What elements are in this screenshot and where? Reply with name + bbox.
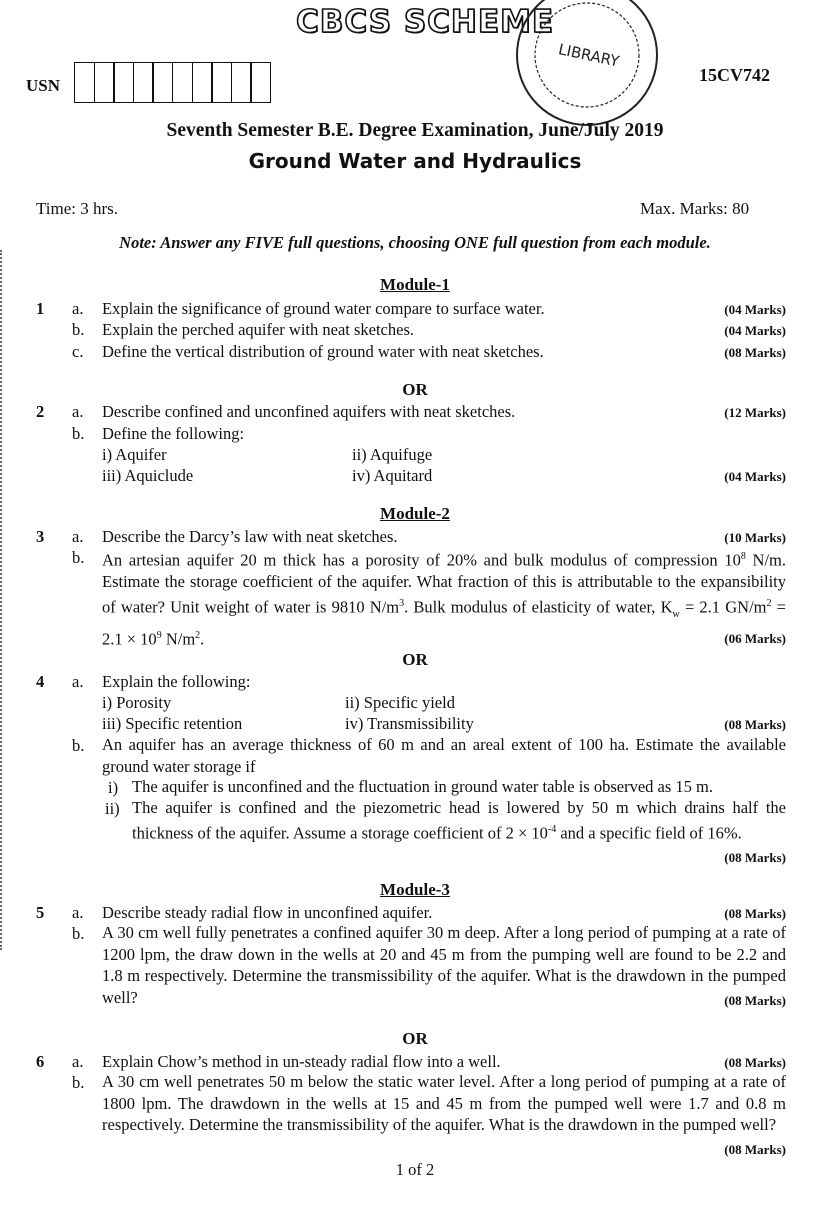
usn-box bbox=[250, 62, 271, 103]
question-text: Explain the significance of ground water compare to surface water. bbox=[102, 299, 545, 318]
part-label: b. bbox=[72, 1073, 85, 1092]
subject-title: Ground Water and Hydraulics bbox=[248, 149, 582, 173]
sub-item: i) Porosity bbox=[102, 693, 172, 712]
part-label: a. bbox=[72, 402, 84, 421]
margin-dotted-line bbox=[0, 250, 6, 950]
question-number: 1 bbox=[36, 299, 45, 318]
part-label: b. bbox=[72, 924, 85, 943]
question-text: Define the vertical distribution of ground water with neat sketches. bbox=[102, 342, 544, 361]
marks: (08 Marks) bbox=[724, 345, 786, 360]
part-label: a. bbox=[72, 1052, 84, 1071]
part-label: b. bbox=[72, 548, 85, 567]
question-text: Explain Chow’s method in un-steady radial flow into a well. bbox=[102, 1052, 501, 1071]
module-2-heading: Module-2 bbox=[380, 504, 450, 523]
usn-label: USN bbox=[26, 76, 61, 95]
module-1-heading: Module-1 bbox=[380, 275, 450, 294]
sub-item: iii) Specific retention bbox=[102, 714, 243, 733]
part-label: a. bbox=[72, 672, 84, 691]
question-text: A 30 cm well penetrates 50 m below the static water level. After a long period of pumping at a rate of 1800 lpm. The drawdown in the wells at 15 and 45 m from the pumped well were 1.7 and 0.8 m respectively. Determine the transmissibility of the aquifer. What is the drawdown in the pumped well? (08 Marks) bbox=[102, 1071, 786, 1160]
question-text: Define the following: bbox=[102, 424, 245, 443]
marks: (04 Marks) bbox=[724, 469, 786, 484]
marks: (10 Marks) bbox=[724, 530, 786, 545]
question-number: 5 bbox=[36, 903, 45, 922]
page-number: 1 of 2 bbox=[395, 1160, 435, 1179]
module-3-heading: Module-3 bbox=[380, 880, 450, 899]
marks: (06 Marks) bbox=[724, 630, 786, 646]
time-allowed: Time: 3 hrs. bbox=[36, 199, 119, 218]
course-code: 15CV742 bbox=[699, 65, 770, 85]
sub-item: ii) Aquifuge bbox=[352, 445, 433, 464]
sub-item: iv) Aquitard bbox=[352, 466, 433, 485]
sub-item: iii) Aquiclude bbox=[102, 466, 194, 485]
question-number: 6 bbox=[36, 1052, 45, 1071]
marks: (08 Marks) bbox=[724, 992, 786, 1008]
marks: (08 Marks) bbox=[724, 849, 786, 865]
marks: (04 Marks) bbox=[724, 323, 786, 338]
question-number: 4 bbox=[36, 672, 45, 691]
question-text: Explain the following: bbox=[102, 672, 251, 691]
marks: (08 Marks) bbox=[724, 906, 786, 921]
question-text: Describe steady radial flow in unconfined aquifer. bbox=[102, 903, 433, 922]
usn-box bbox=[152, 62, 173, 103]
usn-box bbox=[231, 62, 252, 103]
question-number: 2 bbox=[36, 402, 45, 421]
sub-item: iv) Transmissibility bbox=[345, 714, 474, 733]
exam-title: Seventh Semester B.E. Degree Examination, June/July 2019 bbox=[166, 120, 664, 141]
cbcs-scheme-logo: CBCS SCHEME bbox=[296, 4, 555, 40]
part-label: c. bbox=[72, 342, 84, 361]
sub-item: i) Aquifer bbox=[102, 445, 167, 464]
marks: (12 Marks) bbox=[724, 405, 786, 420]
usn-box bbox=[133, 62, 154, 103]
part-label: b. bbox=[72, 320, 85, 339]
question-text: Explain the perched aquifer with neat sketches. bbox=[102, 320, 415, 339]
usn-box bbox=[94, 62, 115, 103]
instructions-note: Note: Answer any FIVE full questions, choosing ONE full question from each module. bbox=[119, 233, 711, 252]
part-label: a. bbox=[72, 903, 84, 922]
marks: (08 Marks) bbox=[724, 717, 786, 732]
usn-box bbox=[211, 62, 232, 103]
sub-item: The aquifer is confined and the piezometric head is lowered by 50 m which drains half the thickness of the aquifer. Assume a storage coefficient of $2 \times 10^{-4}$ and a specific field of 16%. (08 Marks) bbox=[132, 797, 786, 868]
sub-item-label: i) bbox=[108, 778, 119, 797]
usn-box bbox=[192, 62, 213, 103]
or-separator: OR bbox=[402, 650, 428, 669]
part-label: b. bbox=[72, 736, 85, 755]
sub-item: The aquifer is unconfined and the fluctuation in ground water table is observed as 15 m. bbox=[132, 777, 713, 796]
part-label: a. bbox=[72, 299, 84, 318]
usn-boxes bbox=[74, 62, 270, 103]
question-number: 3 bbox=[36, 527, 45, 546]
sub-item: ii) Specific yield bbox=[345, 693, 455, 712]
max-marks: Max. Marks: 80 bbox=[640, 199, 750, 218]
question-text: An aquifer has an average thickness of 60 m and an areal extent of 100 ha. Estimate the available ground water storage if bbox=[102, 735, 786, 776]
marks: (08 Marks) bbox=[724, 1055, 786, 1070]
question-text: Describe confined and unconfined aquifers with neat sketches. bbox=[102, 402, 516, 421]
usn-box bbox=[113, 62, 134, 103]
part-label: b. bbox=[72, 424, 85, 443]
sub-item-label: ii) bbox=[105, 799, 120, 818]
or-separator: OR bbox=[402, 380, 428, 399]
question-text: An artesian aquifer 20 m thick has a porosity of 20% and bulk modulus of compression $10^8$ N/m. Estimate the storage coefficient of the aquifer. What fraction of this is attributable to the expansibility of water? Unit weight of water is 9810 $N/m^3$. Bulk modulus of elasticity of water, $K_w = 2.1$ $GN/m^2 = 2.1 \times 10^9$ $N/m^2$. (06 Marks) bbox=[102, 550, 786, 649]
question-text: Describe the Darcy’s law with neat sketches. bbox=[102, 527, 398, 546]
question-text: A 30 cm well fully penetrates a confined aquifer 30 m deep. After a long period of pumping at a rate of 1200 lpm, the draw down in the wells at 20 and 45 m from the pumping well are found to be 2.2 and 1.8 m respectively. Determine the transmissibility of the aquifer. What is the drawdown in the pumped well? (08 Marks) bbox=[102, 922, 786, 1011]
usn-box bbox=[172, 62, 193, 103]
or-separator: OR bbox=[402, 1029, 428, 1048]
stamp-text: LIBRARY bbox=[556, 40, 621, 71]
part-label: a. bbox=[72, 527, 84, 546]
marks: (04 Marks) bbox=[724, 302, 786, 317]
library-stamp bbox=[512, 0, 662, 130]
usn-box bbox=[74, 62, 95, 103]
marks: (08 Marks) bbox=[724, 1141, 786, 1157]
